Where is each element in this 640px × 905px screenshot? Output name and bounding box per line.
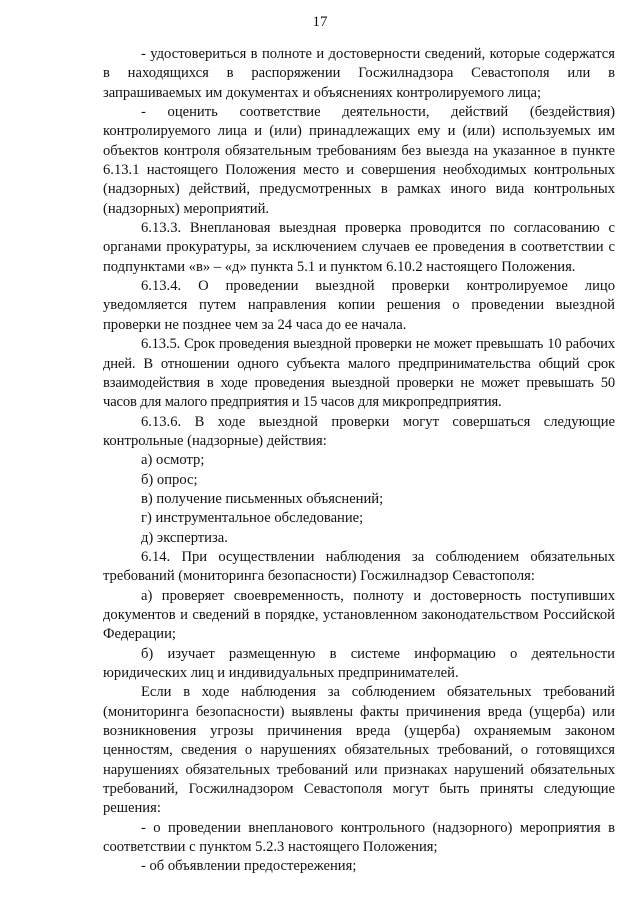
list-item-inspection: а) осмотр; — [141, 452, 205, 469]
paragraph-6-13-5: 6.13.5. Срок проведения выездной проверки не может превышать 10 рабочих дней. В отношении одного субъекта малого предпринимательства общий срок взаимодействия в ходе проведения выездной проверки не может превышать 50 часов для малого предприятия и 15 часов для микропредприятия. — [103, 336, 615, 411]
list-item-checks-timeliness: а) проверяет своевременность, полноту и достоверность поступивших документов и сведений в порядке, установленном законодательством Российской Федерации; — [103, 587, 615, 643]
paragraph-6-13-6: 6.13.6. В ходе выездной проверки могут совершаться следующие контрольные (надзорные) действия: — [103, 413, 615, 449]
list-item-studies-information: б) изучает размещенную в системе информацию о деятельности юридических лиц и индивидуальных предпринимателей. — [103, 645, 615, 681]
paragraph-6-14: 6.14. При осуществлении наблюдения за соблюдением обязательных требований (мониторинга безопасности) Госжилнадзор Севастополя: — [103, 548, 615, 585]
list-item-warning: - об объявлении предостережения; — [141, 858, 357, 875]
list-item-unscheduled-measure: - о проведении внепланового контрольного (надзорного) мероприятия в соответствии с пунктом 5.2.3 настоящего Положения; — [103, 819, 615, 856]
list-item-written-explanations: в) получение письменных объяснений; — [141, 490, 384, 507]
paragraph-verify-completeness: - удостовериться в полноте и достоверности сведений, которые содержатся в находящихся в распоряжении Госжилнадзора Севастополя или в запрашиваемых им документах и объяснениях контролируемого лица; — [103, 46, 615, 101]
document-body — [103, 45, 615, 877]
page-number: 17 — [312, 14, 328, 30]
list-item-survey: б) опрос; — [141, 471, 198, 488]
list-item-expertise: д) экспертиза. — [141, 529, 228, 546]
paragraph-assess-compliance: - оценить соответствие деятельности, действий (бездействия) контролируемого лица и (или) принадлежащих ему и (или) используемых им объектов контроля обязательным требованиям без выезда на указанное в пункте 6.13.1 настоящего Положения место и совершения необходимых контрольных (надзорных) действий, предусмотренных в рамках иного вида контрольных (надзорных) мероприятий. — [103, 104, 615, 217]
paragraph-6-13-4: 6.13.4. О проведении выездной проверки контролируемое лицо уведомляется путем направления копии решения о проведении выездной проверки не позднее чем за 24 часа до ее начала. — [103, 278, 615, 333]
list-item-instrumental-examination: г) инструментальное обследование; — [141, 510, 364, 527]
paragraph-6-13-3: 6.13.3. Внеплановая выездная проверка проводится по согласованию с органами прокуратуры, за исключением случаев ее проведения в соответствии с подпунктами «в» – «д» пункта 5.1 и пунктом 6.10.2 настоящего Положения. — [103, 220, 615, 275]
paragraph-observation-findings: Если в ходе наблюдения за соблюдением обязательных требований (мониторинга безопасности) выявлены факты причинения вреда (ущерба) или возникновения угрозы причинения вреда (ущерба) охраняемым законом ценностям, сведения о нарушениях обязательных требований, о готовящихся нарушениях обязательных требований или признаках нарушений обязательных требований, Госжилнадзором Севастополя могут быть приняты следующие решения: — [103, 684, 615, 817]
